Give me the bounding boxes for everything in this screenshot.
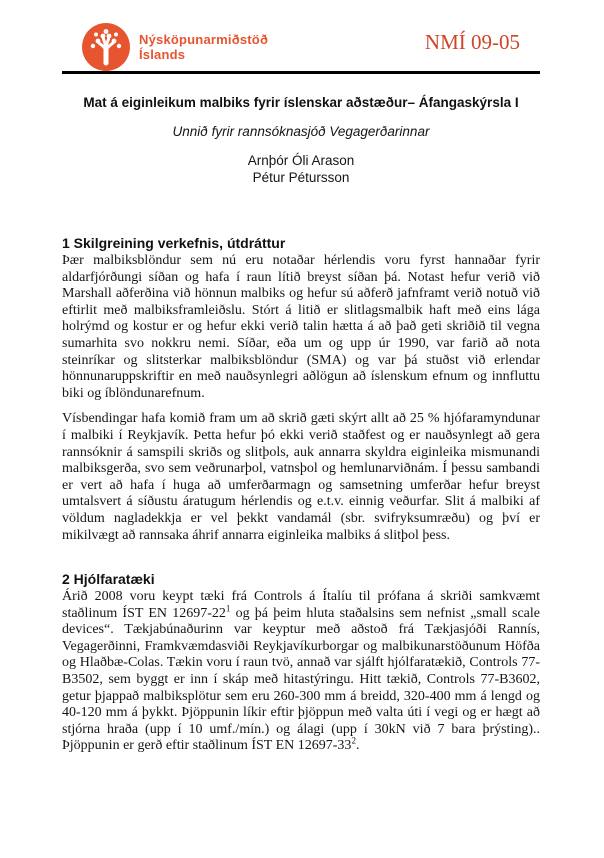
page-header [62, 23, 540, 71]
author-name-2: Pétur Pétursson [252, 170, 350, 185]
section-2-paragraph-1 [62, 589, 540, 755]
section-1 [62, 234, 540, 544]
tree-icon [82, 23, 130, 71]
section-1-paragraph-1: Þær malbiksblöndur sem nú eru notaðar hérlendis voru fyrst hannaðar fyrir aldarfjórðungi síðan og hafa í raun lítið breyst síðan þá. Notast hefur verið við Marshall aðferðina við hönnun malbiks og hefur sú aðferð jafnframt verið notuð við eftirlit með malbiksframleiðslu. Stórt á litið er slitlagsmalbik haft með eins lága holrýmd og kostur er og hefur ekki verið talin hætta á að það geti skriðið til vegna sumarhita svo nokkru nemi. Síðar, eða um og upp úr 1990, var farið að nota steinríkar og slitsterkar malbiksblöndur (SMA) og var þá stuðst við erlendar hönnunaruppskriftir en með nauðsynlegri aðlögun að íslenskum efnum og innfluttu biki og íblöndunarefnum. [62, 253, 540, 401]
title-block [62, 95, 540, 186]
organization-name-line2: Íslands [139, 47, 186, 62]
paragraph-text: . [355, 738, 360, 754]
header-divider [62, 71, 540, 74]
report-title: Mat á eiginleikum malbiks fyrir íslenskar aðstæður– Áfangaskýrsla I [83, 95, 519, 110]
section-1-heading: 1 Skilgreining verkefnis, útdráttur [62, 235, 286, 251]
report-subtitle: Unnið fyrir rannsóknasjóð Vegagerðarinnar [172, 124, 430, 139]
organization-logo [82, 23, 268, 71]
organization-name [139, 32, 268, 63]
document-number: NMÍ 09-05 [424, 30, 520, 54]
footnote-ref-2: 2 [351, 735, 356, 746]
authors-block [62, 152, 540, 186]
organization-name-line1: Nýsköpunarmiðstöð [139, 31, 269, 47]
section-2-heading: 2 Hjólfaratæki [62, 571, 155, 588]
paragraph-text: Árið 2008 voru keypt tæki frá Controls á Ítalíu til prófana á skriði samkvæmt staðlinum ÍST EN 12697-22 [62, 589, 540, 621]
section-1-paragraph-2: Vísbendingar hafa komið fram um að skrið gæti skýrt allt að 25 % hjófaramyndunar í malbiki í Reykjavík. Þetta hefur þó ekki verið staðfest og er nauðsynlegt að gera rannsóknir á samspili skriðs og slitþols, auk annarra skyldra eiginleika mismunandi malbiksgerða, svo sem veðrunarþol, vatnsþol og hemlunarviðnám. Í þessu sambandi er vert að hafa í huga að umferðarmagn og samsetning umferðar hefur breyst umtalsvert á síðustu áratugum hérlendis og e.t.v. einnig veðurfar. Slit á malbiki af völdum nagladekkja er vel þekkt vandamál (sbr. svifryksumræðu) og því er mikilvægt að rannsaka áhrif annarra eiginleika malbiks á slitþol þess. [62, 411, 540, 543]
section-2 [62, 570, 540, 755]
author-name-1: Arnþór Óli Arason [247, 153, 355, 168]
footnote-ref-1: 1 [225, 603, 231, 614]
paragraph-text: og þá þeim hluta staðalsins sem nefnist „small scale devices“. Tækjabúnaðurinn var keyptur með aðstoð frá Tækjasjóði Rannís, Vegagerðinni, Framkvæmdasviði Reykjavíkurborgar og malbikunarstöðunum Höfða og Hlaðbæ-Colas. Tækin voru í raun tvö, annað var sjálft hjólfaratækið, Controls 77-B3502, sem byggt er inn í skáp með hitastýringu. Hitt tækið, Controls 77-B3602, getur þjappað malbiksplötur sem eru 260-300 mm á breidd, 320-400 mm á lengd og 40-120 mm á þykkt. Þjöppunin líkir eftir þjöppun með valta úti í vegi og er hægt að stjórna hraða (upp í 10 umf./mín.) og álagi (upp í 30kN við 7 bara þrýsting).. Þjöppunin er gerð eftir staðlinum ÍST EN 12697-33 [62, 605, 540, 754]
